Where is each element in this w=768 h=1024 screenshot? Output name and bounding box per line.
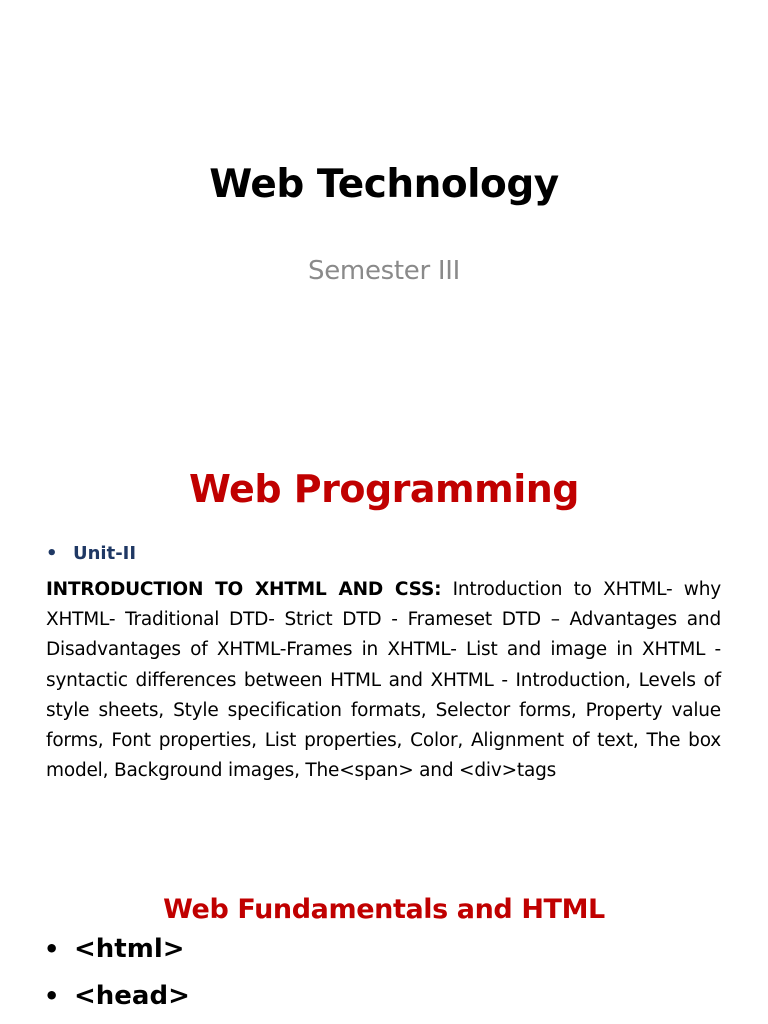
bullet-icon: • — [46, 543, 58, 564]
tag-label: <html> — [74, 934, 185, 964]
unit-label: Unit-II — [73, 543, 137, 564]
section-heading-web-programming: Web Programming — [188, 467, 579, 511]
tag-label: <head> — [74, 981, 190, 1011]
syllabus-paragraph — [46, 575, 721, 786]
unit-bullet-item — [46, 541, 136, 567]
list-item — [44, 926, 190, 973]
syllabus-text: Introduction to XHTML- why XHTML- Traditional DTD- Strict DTD - Frameset DTD – Advantages and Disadvantages of XHTML-Frames in XHTML- List and image in XHTML - syntactic differences between HTML and XHTML - Introduction, Levels of style sheets, Style specification formats, Selector forms, Property value forms, Font properties, List properties, Color, Alignment of text, The box model, Background images, The<span> and <div>tags — [46, 579, 722, 782]
bullet-icon: • — [44, 935, 60, 963]
list-item — [44, 973, 190, 1020]
syllabus-lead: INTRODUCTION TO XHTML AND CSS: — [46, 579, 442, 600]
bullet-icon: • — [44, 982, 60, 1010]
tag-list — [44, 926, 190, 1020]
page-subtitle: Semester III — [308, 256, 460, 286]
section-heading-web-fundamentals: Web Fundamentals and HTML — [163, 894, 605, 925]
page-title: Web Technology — [209, 162, 559, 207]
